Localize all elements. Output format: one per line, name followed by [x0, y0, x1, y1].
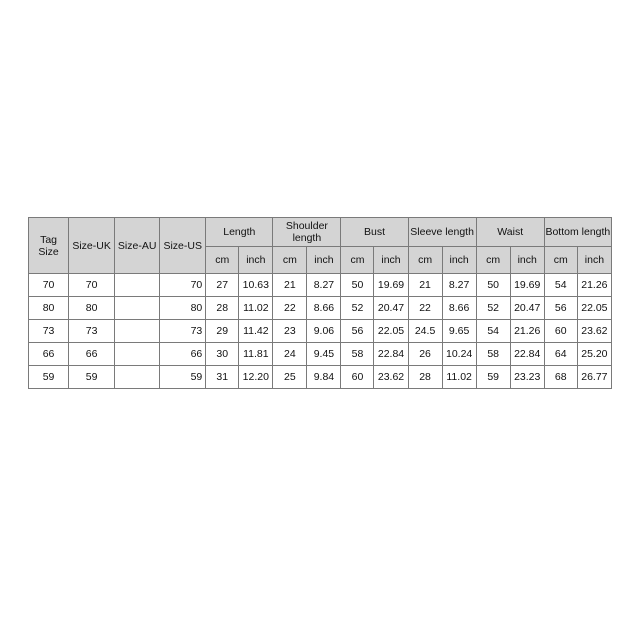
- cell-sleeve-inch: 11.02: [442, 366, 476, 389]
- cell-us: 73: [160, 320, 206, 343]
- cell-bust-cm: 58: [341, 343, 374, 366]
- cell-uk: 70: [69, 274, 115, 297]
- cell-length-cm: 29: [206, 320, 239, 343]
- cell-bust-inch: 22.05: [374, 320, 408, 343]
- table-row: [29, 343, 612, 366]
- cell-uk: 73: [69, 320, 115, 343]
- cell-bottom-inch: 22.05: [577, 297, 611, 320]
- header-waist: Waist: [476, 218, 544, 247]
- cell-au: [115, 297, 160, 320]
- cell-bottom-cm: 64: [544, 343, 577, 366]
- unit-cm: cm: [341, 247, 374, 274]
- cell-bust-cm: 56: [341, 320, 374, 343]
- cell-waist-cm: 58: [476, 343, 510, 366]
- cell-bottom-inch: 25.20: [577, 343, 611, 366]
- cell-au: [115, 320, 160, 343]
- unit-cm: cm: [273, 247, 307, 274]
- cell-shoulder-cm: 21: [273, 274, 307, 297]
- cell-length-inch: 11.42: [239, 320, 273, 343]
- unit-inch: inch: [510, 247, 544, 274]
- unit-inch: inch: [239, 247, 273, 274]
- cell-shoulder-cm: 24: [273, 343, 307, 366]
- cell-tag: 73: [29, 320, 69, 343]
- size-chart-table: [28, 217, 612, 389]
- cell-shoulder-inch: 8.66: [307, 297, 341, 320]
- unit-inch: inch: [374, 247, 408, 274]
- header-shoulder-length: Shoulder length: [273, 218, 341, 247]
- table-row: [29, 366, 612, 389]
- cell-bust-cm: 50: [341, 274, 374, 297]
- cell-tag: 80: [29, 297, 69, 320]
- cell-sleeve-cm: 26: [408, 343, 442, 366]
- header-sleeve-length: Sleeve length: [408, 218, 476, 247]
- table-row: [29, 320, 612, 343]
- cell-sleeve-inch: 10.24: [442, 343, 476, 366]
- cell-sleeve-cm: 28: [408, 366, 442, 389]
- unit-cm: cm: [408, 247, 442, 274]
- unit-cm: cm: [476, 247, 510, 274]
- table-row: [29, 297, 612, 320]
- cell-shoulder-cm: 23: [273, 320, 307, 343]
- cell-au: [115, 366, 160, 389]
- cell-uk: 80: [69, 297, 115, 320]
- header-size-uk: Size-UK: [69, 218, 115, 274]
- cell-waist-inch: 23.23: [510, 366, 544, 389]
- cell-us: 80: [160, 297, 206, 320]
- cell-length-cm: 31: [206, 366, 239, 389]
- cell-bust-cm: 52: [341, 297, 374, 320]
- table-header: [29, 218, 612, 274]
- cell-length-cm: 30: [206, 343, 239, 366]
- cell-bust-inch: 19.69: [374, 274, 408, 297]
- cell-shoulder-cm: 25: [273, 366, 307, 389]
- cell-waist-cm: 54: [476, 320, 510, 343]
- cell-bust-cm: 60: [341, 366, 374, 389]
- header-size-us: Size-US: [160, 218, 206, 274]
- cell-us: 66: [160, 343, 206, 366]
- cell-au: [115, 343, 160, 366]
- cell-length-cm: 28: [206, 297, 239, 320]
- cell-length-cm: 27: [206, 274, 239, 297]
- cell-length-inch: 11.81: [239, 343, 273, 366]
- cell-shoulder-cm: 22: [273, 297, 307, 320]
- cell-uk: 59: [69, 366, 115, 389]
- cell-shoulder-inch: 9.06: [307, 320, 341, 343]
- cell-waist-cm: 59: [476, 366, 510, 389]
- cell-bust-inch: 22.84: [374, 343, 408, 366]
- unit-cm: cm: [206, 247, 239, 274]
- cell-bottom-cm: 60: [544, 320, 577, 343]
- cell-au: [115, 274, 160, 297]
- cell-waist-cm: 50: [476, 274, 510, 297]
- cell-sleeve-cm: 21: [408, 274, 442, 297]
- table-row: [29, 274, 612, 297]
- cell-bottom-inch: 23.62: [577, 320, 611, 343]
- header-tag-size: Tag Size: [29, 218, 69, 274]
- cell-bottom-inch: 26.77: [577, 366, 611, 389]
- cell-bust-inch: 20.47: [374, 297, 408, 320]
- cell-sleeve-inch: 9.65: [442, 320, 476, 343]
- unit-inch: inch: [577, 247, 611, 274]
- cell-bottom-inch: 21.26: [577, 274, 611, 297]
- cell-us: 70: [160, 274, 206, 297]
- unit-inch: inch: [442, 247, 476, 274]
- table-body: [29, 274, 612, 389]
- unit-cm: cm: [544, 247, 577, 274]
- cell-tag: 70: [29, 274, 69, 297]
- cell-sleeve-inch: 8.27: [442, 274, 476, 297]
- cell-length-inch: 11.02: [239, 297, 273, 320]
- cell-sleeve-cm: 22: [408, 297, 442, 320]
- cell-uk: 66: [69, 343, 115, 366]
- cell-waist-inch: 21.26: [510, 320, 544, 343]
- cell-waist-inch: 22.84: [510, 343, 544, 366]
- header-bust: Bust: [341, 218, 408, 247]
- cell-shoulder-inch: 9.84: [307, 366, 341, 389]
- cell-length-inch: 10.63: [239, 274, 273, 297]
- cell-sleeve-cm: 24.5: [408, 320, 442, 343]
- cell-bottom-cm: 56: [544, 297, 577, 320]
- cell-sleeve-inch: 8.66: [442, 297, 476, 320]
- cell-bottom-cm: 54: [544, 274, 577, 297]
- cell-bust-inch: 23.62: [374, 366, 408, 389]
- cell-us: 59: [160, 366, 206, 389]
- cell-tag: 59: [29, 366, 69, 389]
- cell-shoulder-inch: 9.45: [307, 343, 341, 366]
- cell-tag: 66: [29, 343, 69, 366]
- unit-inch: inch: [307, 247, 341, 274]
- header-length: Length: [206, 218, 273, 247]
- cell-waist-inch: 20.47: [510, 297, 544, 320]
- cell-length-inch: 12.20: [239, 366, 273, 389]
- cell-waist-inch: 19.69: [510, 274, 544, 297]
- header-bottom-length: Bottom length: [544, 218, 611, 247]
- cell-shoulder-inch: 8.27: [307, 274, 341, 297]
- cell-bottom-cm: 68: [544, 366, 577, 389]
- cell-waist-cm: 52: [476, 297, 510, 320]
- header-size-au: Size-AU: [115, 218, 160, 274]
